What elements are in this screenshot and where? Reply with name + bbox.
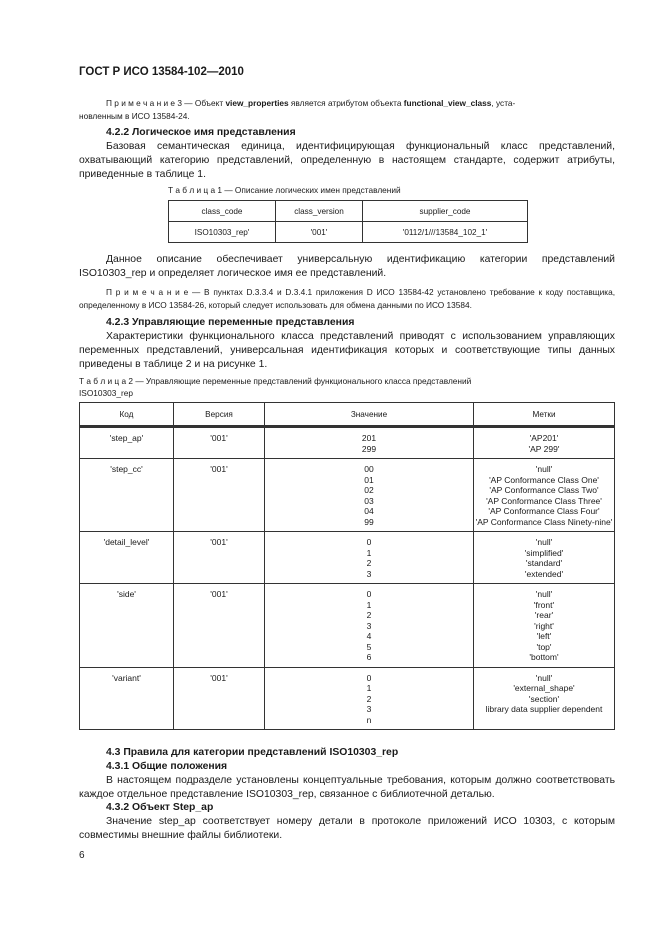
- table-row: [80, 427, 615, 459]
- label-item: 'bottom': [529, 652, 559, 662]
- value-item: 3: [366, 620, 372, 631]
- row-labels: [474, 532, 615, 584]
- label-item: 'external_shape': [513, 683, 575, 693]
- label-item: [474, 715, 614, 726]
- row-values: [265, 667, 474, 730]
- row-code: 'variant': [80, 667, 174, 730]
- label-item: library data supplier dependent: [485, 704, 603, 714]
- value-item: 1: [366, 599, 372, 610]
- row-version: '001': [174, 584, 265, 668]
- note-2: П р и м е ч а н и е — В пунктах D.3.3.4 и D.3.4.1 приложения D ИСО 13584-42 установлено требование к коду поставщика, определенному в ИСО 13584-26, который следует использовать для обмена данными по ИСО 13584.: [79, 287, 615, 310]
- row-labels: [474, 584, 615, 668]
- value-item: 02: [364, 485, 374, 495]
- label-item: 'AP Conformance Class Four': [488, 506, 600, 516]
- section-4-3-2-heading: 4.3.2 Объект Step_ap: [106, 802, 214, 813]
- table2-header-code: Код: [80, 403, 174, 426]
- row-version: '001': [174, 427, 265, 459]
- value-item: 04: [364, 506, 374, 516]
- value-item: n: [366, 714, 372, 725]
- label-item: 'null': [535, 537, 553, 547]
- table2-header-version: Версия: [174, 403, 265, 426]
- section-4-3-1-heading: 4.3.1 Общие положения: [106, 761, 228, 772]
- row-values: [265, 459, 474, 532]
- value-item: 00: [364, 464, 374, 474]
- label-item: 'section': [528, 693, 560, 704]
- row-labels: [474, 459, 615, 532]
- value-item: 201: [361, 433, 377, 443]
- table2-header-value: Значение: [265, 403, 474, 426]
- paragraph-after-table1: Данное описание обеспечивает универсальную идентификацию категории представлений ISO10303_rep и определяет логическое имя ее представлений.: [79, 254, 615, 280]
- value-item: 0: [366, 672, 372, 683]
- table-row: [80, 459, 615, 532]
- table1-header-class-version: class_version: [276, 201, 363, 222]
- row-version: '001': [174, 532, 265, 584]
- section-4-2-3-text: Характеристики функционального класса представлений приводят с использованием управляющих переменных представлений, универсальная идентификация которых и соответствующие типы данных приведены в таблице 2 и на рисунке 1.: [79, 331, 615, 371]
- label-item: 'front': [533, 599, 555, 610]
- label-item: 'top': [536, 641, 552, 652]
- row-code: 'step_cc': [80, 459, 174, 532]
- section-4-3-2-text: Значение step_ap соответствует номеру детали в протоколе приложений ИСО 10303, с которым совместимы внешние файлы библиотеки.: [79, 816, 615, 842]
- label-item: 'left': [536, 631, 552, 641]
- value-item: 03: [364, 495, 374, 506]
- table2-header-labels: Метки: [474, 403, 615, 426]
- table-1: [168, 200, 528, 243]
- label-item: 'standard': [525, 558, 563, 568]
- table2-caption: Т а б л и ц а 2 — Управляющие переменные представлений функционального класса представлений ISO10303_rep: [79, 376, 472, 398]
- label-item: 'null': [535, 589, 553, 599]
- label-item: 'null': [535, 464, 553, 474]
- value-item: 299: [361, 443, 377, 454]
- label-item: 'rear': [534, 610, 554, 620]
- section-4-2-3-heading: 4.2.3 Управляющие переменные представления: [106, 317, 355, 328]
- label-item: 'AP Conformance Class One': [489, 474, 599, 485]
- label-item: 'AP Conformance Class Two': [489, 485, 599, 495]
- row-values: [265, 584, 474, 668]
- table1-cell: '0112/1///13584_102_1': [363, 222, 528, 243]
- value-item: 0: [366, 537, 372, 547]
- section-4-2-2-text: Базовая семантическая единица, идентифицирующая функциональный класс представлений, охватывающий категорию представлений, определенную в настоящем стандарте, содержит атрибуты, приведенные в таблице 1.: [79, 141, 615, 181]
- label-item: 'AP Conformance Class Ninety-nine': [475, 516, 613, 527]
- row-values: [265, 427, 474, 459]
- row-code: 'step_ap': [80, 427, 174, 459]
- page-number: 6: [79, 850, 85, 861]
- document-header: ГОСТ Р ИСО 13584-102—2010: [79, 66, 244, 78]
- value-item: 3: [366, 704, 372, 714]
- label-item: 'AP201': [529, 433, 559, 443]
- value-item: 5: [366, 641, 372, 652]
- row-code: 'detail_level': [80, 532, 174, 584]
- label-item: 'extended': [524, 568, 564, 579]
- value-item: 1: [366, 683, 372, 693]
- value-item: 2: [366, 693, 372, 704]
- value-item: 4: [366, 631, 372, 641]
- row-code: 'side': [80, 584, 174, 668]
- value-item: 2: [366, 558, 372, 568]
- value-item: 01: [364, 474, 374, 485]
- value-item: 6: [366, 652, 372, 662]
- row-version: '001': [174, 459, 265, 532]
- section-4-3-heading: 4.3 Правила для категории представлений ISO10303_rep: [106, 747, 399, 758]
- table1-cell: '001': [276, 222, 363, 243]
- value-item: 0: [366, 589, 372, 599]
- table2-body: [80, 427, 615, 730]
- table-2: [79, 402, 615, 730]
- row-values: [265, 532, 474, 584]
- label-item: 'right': [534, 620, 554, 631]
- label-item: 'null': [535, 672, 553, 683]
- table1-header-class-code: class_code: [169, 201, 276, 222]
- label-item: 'AP Conformance Class Three': [486, 495, 602, 506]
- row-labels: [474, 667, 615, 730]
- table1-header-supplier-code: supplier_code: [363, 201, 528, 222]
- value-item: 3: [366, 568, 372, 579]
- table-row: [80, 532, 615, 584]
- table-row: [80, 584, 615, 668]
- label-item: 'simplified': [524, 547, 564, 558]
- label-item: 'AP 299': [528, 443, 560, 454]
- value-item: 1: [366, 547, 372, 558]
- table1-cell: ISO10303_rep': [169, 222, 276, 243]
- section-4-2-2-heading: 4.2.2 Логическое имя представления: [106, 127, 296, 138]
- row-labels: [474, 427, 615, 459]
- note-3: П р и м е ч а н и е 3 — Объект view_properties является атрибутом объекта functional_view_class, уста- новленным в ИСО 13584-24.: [79, 98, 516, 121]
- note-label: П р и м е ч а н и е: [106, 98, 176, 108]
- table1-caption: Т а б л и ц а 1 — Описание логических имен представлений: [168, 185, 401, 195]
- table-row: [80, 667, 615, 730]
- value-item: 99: [364, 516, 374, 527]
- section-4-3-1-text: В настоящем подразделе установлены концептуальные требования, которым должно соответствовать каждое отдельное представление ISO10303_rep, связанное с библиотечной деталью.: [79, 775, 615, 801]
- value-item: 2: [366, 610, 372, 620]
- row-version: '001': [174, 667, 265, 730]
